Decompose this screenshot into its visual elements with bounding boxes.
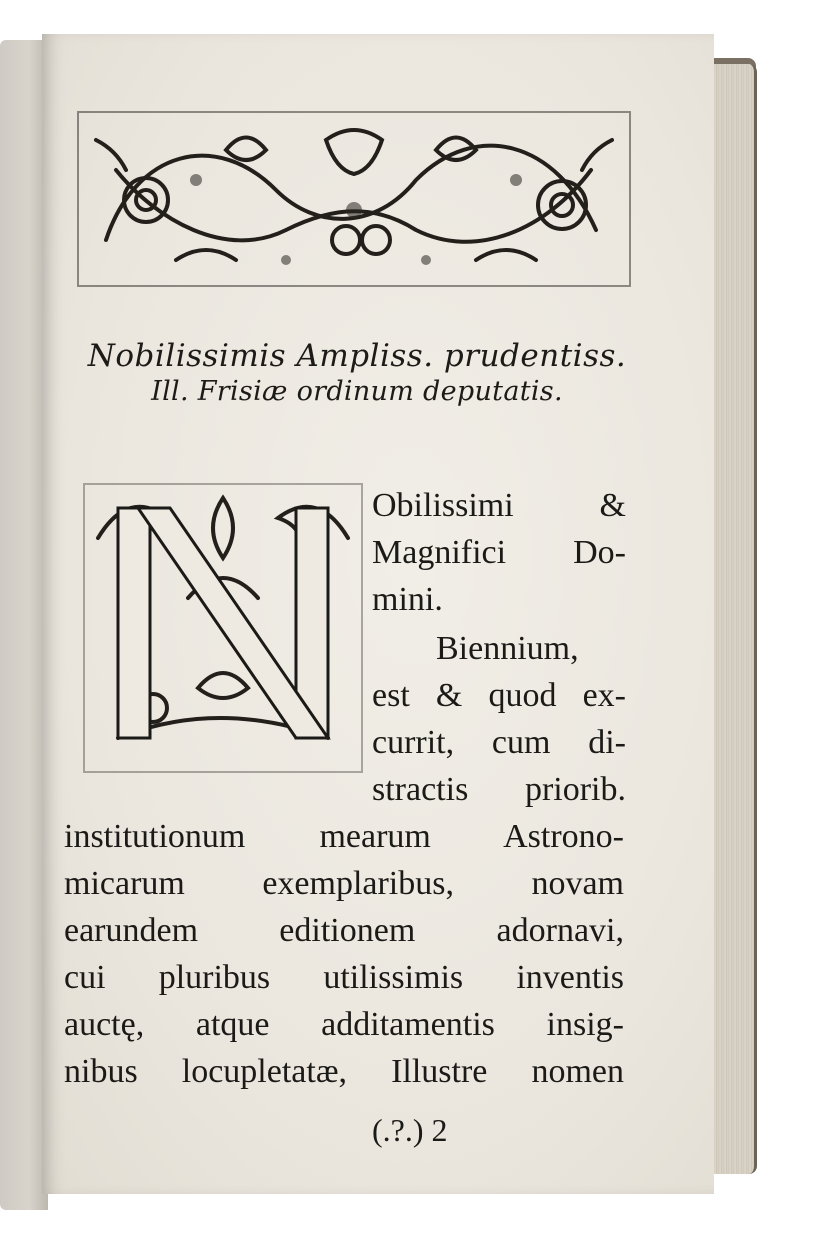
text-line: Obilissimi &	[372, 487, 626, 524]
text-line: institutionum mearum Astrono-	[64, 818, 624, 855]
text-line: stractis priorib.	[372, 771, 626, 808]
text-line: micarum exemplaribus, novam	[64, 865, 624, 902]
text-line: earundem editionem adornavi,	[64, 912, 624, 949]
text-line: Biennium,	[436, 630, 579, 667]
decorated-initial	[78, 478, 368, 778]
floral-initial-icon	[78, 478, 368, 778]
headpiece-ornament-icon	[76, 110, 632, 288]
text-line: cui pluribus utilissimis inventis	[64, 959, 624, 996]
text-line: mini.	[372, 581, 443, 618]
page-fore-edge	[712, 64, 757, 1174]
text-line: auctę, atque additamentis insig-	[64, 1006, 624, 1043]
heading-line-2: Ill. Frisiæ ordinum deputatis.	[151, 376, 563, 407]
text-line: nibus locupletatæ, Illustre nomen	[64, 1053, 624, 1090]
text-line: currit, cum di-	[372, 724, 626, 761]
signature-mark: (.?.) 2	[372, 1112, 448, 1148]
text-line: Magnifici Do-	[372, 534, 626, 571]
heading-line-1: Nobilissimis Ampliss. prudentiss.	[87, 338, 627, 374]
text-line: est & quod ex-	[372, 677, 626, 714]
left-cover	[0, 40, 48, 1210]
ornamental-headpiece	[76, 110, 632, 288]
dedication-heading	[72, 338, 642, 407]
